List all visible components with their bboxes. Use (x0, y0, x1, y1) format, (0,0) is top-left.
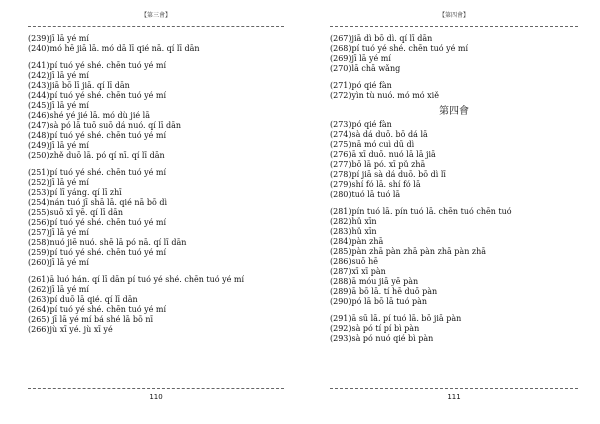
mantra-line: (260)jī lā yé mí (28, 258, 89, 267)
group-spacer (28, 54, 284, 61)
mantra-line: (252)jī lā yé mí (28, 178, 89, 187)
mantra-line: (289)ā bō lā. tí hē duō pàn (330, 287, 438, 296)
mantra-line: (265) jī lā yé mí bá shé lā bō nī (28, 315, 154, 324)
left-page (28, 0, 284, 424)
mantra-line: (271)pó qié fàn (330, 81, 392, 90)
mantra-line: (259)pí tuó yé shé. chēn tuó yé mí (28, 248, 167, 257)
mantra-line: (285)pàn zhā pàn zhā pàn zhā pàn zhā (330, 247, 487, 256)
mantra-line: (273)pó qié fàn (330, 120, 392, 129)
group-spacer (28, 268, 284, 275)
mantra-line: (240)mó hē jiā lā. mó dā lī qié nā. qí lī dān (28, 44, 200, 53)
group-spacer (330, 307, 578, 314)
group-spacer (330, 200, 578, 207)
page-header: 【第三會】 (140, 12, 171, 19)
mantra-line: (263)pí duō lā qié. qí lī dān (28, 295, 138, 304)
mantra-line: (241)pí tuó yé shé. chēn tuó yé mí (28, 61, 167, 70)
mantra-line: (262)jī lā yé mí (28, 285, 89, 294)
mantra-line: (287)xī xī pàn (330, 267, 386, 276)
mantra-line: (281)pín tuó lā. pín tuó lā. chēn tuó chēn tuó (330, 207, 512, 216)
mantra-line: (280)tuó lā tuó lā (330, 190, 401, 199)
mantra-line: (268)pí tuó yé shé. chēn tuó yé mí (330, 44, 469, 53)
group-spacer (28, 161, 284, 168)
mantra-line: (270)lā chā wǎng (330, 64, 401, 73)
mantra-line: (251)pí tuó yé shé. chēn tuó yé mí (28, 168, 167, 177)
header-rule (28, 26, 284, 27)
mantra-line: (242)jī lā yé mí (28, 71, 89, 80)
footer-rule (330, 388, 578, 389)
mantra-line: (245)jī lā yé mí (28, 101, 89, 110)
page-number: 110 (149, 393, 163, 401)
mantra-line: (283)hǔ xīn (330, 227, 377, 236)
mantra-line: (293)sà pó nuó qié bì pàn (330, 334, 434, 343)
mantra-line: (264)pí tuó yé shé. chēn tuó yé mí (28, 305, 167, 314)
right-page (330, 0, 578, 424)
mantra-line: (248)pí tuó yé shé. chēn tuó yé mí (28, 131, 167, 140)
mantra-line: (255)suō xī yē. qí lī dān (28, 208, 124, 217)
mantra-line: (278)pí jiā sà dá duō. bō dì lī (330, 170, 446, 179)
mantra-line: (276)ā xī duō. nuó lā lā jiā (330, 150, 436, 159)
page-header: 【第四會】 (438, 12, 469, 19)
mantra-line: (277)bō lā pó. xī pǔ zhā (330, 160, 426, 169)
mantra-line: (244)pí tuó yé shé. chēn tuó yé mí (28, 91, 167, 100)
mantra-line: (269)jī lā yé mí (330, 54, 391, 63)
mantra-line: (254)nán tuó jī shā lā. qié nā bō dì (28, 198, 168, 207)
page-number: 111 (447, 393, 461, 401)
mantra-line: (261)ā luó hán. qí lī dān pí tuó yé shé. chēn tuó yé mí (28, 275, 245, 284)
mantra-line: (288)ā móu jiā yē pàn (330, 277, 419, 286)
mantra-line: (284)pàn zhā (330, 237, 384, 246)
mantra-line: (274)sà dá duō. bō dá lā (330, 130, 428, 139)
mantra-line: (291)ā sū lā. pí tuó lā. bō jiā pàn (330, 314, 462, 323)
page-body (330, 34, 578, 344)
mantra-line: (290)pó lā bō lā tuó pàn (330, 297, 427, 306)
mantra-line: (292)sà pó tí pí bì pàn (330, 324, 420, 333)
mantra-line: (282)hǔ xīn (330, 217, 377, 226)
mantra-line: (258)nuó jiē nuó. shē lā pó nā. qí lī dān (28, 238, 187, 247)
mantra-line: (250)zhě duō lā. pó qí nī. qí lī dān (28, 151, 165, 160)
mantra-line: (286)suō hē (330, 257, 379, 266)
mantra-line: (246)shé yé jié lā. mó dù jié lā (28, 111, 150, 120)
section-heading: 第四會 (439, 106, 469, 117)
mantra-line: (266)jù xī yé. jù xī yé (28, 325, 113, 334)
mantra-line: (272)yìn tù nuó. mó mó xiě (330, 91, 439, 100)
page-body (28, 34, 284, 335)
mantra-line: (239)jī lā yé mí (28, 34, 89, 43)
mantra-line: (253)pí lī yáng. qí lī zhī (28, 188, 122, 197)
mantra-line: (249)jī lā yé mí (28, 141, 89, 150)
mantra-line: (275)nā mó cuì dū dì (330, 140, 415, 149)
mantra-line: (279)shí fó lā. shí fó lā (330, 180, 421, 189)
footer-rule (28, 388, 284, 389)
mantra-line: (256)pí tuó yé shé. chēn tuó yé mí (28, 218, 167, 227)
header-rule (330, 26, 578, 27)
mantra-line: (247)sà pó lā tuō suō dá nuó. qí lī dān (28, 121, 182, 130)
group-spacer (330, 74, 578, 81)
mantra-line: (257)jī lā yé mí (28, 228, 89, 237)
mantra-line: (243)jiā bō lī jiā. qí lī dān (28, 81, 130, 90)
mantra-line: (267)jiā dì bō dì. qí lī dān (330, 34, 433, 43)
